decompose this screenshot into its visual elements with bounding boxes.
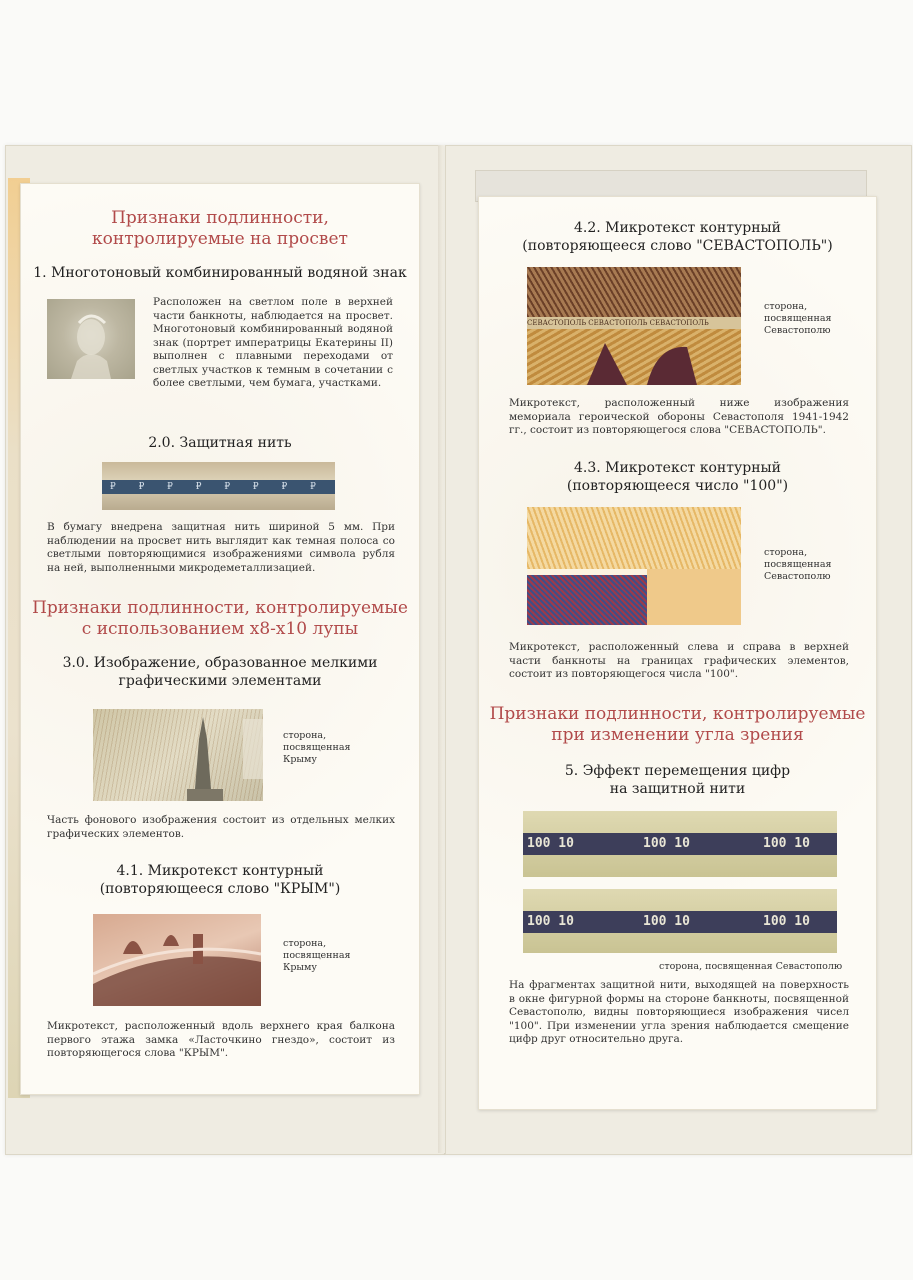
section-heading-transmitted-light: Признаки подлинности, контролируемые на просвет [92,208,348,249]
fine-elements-title: 3.0. Изображение, образованное мелкими графическими элементами [62,655,378,689]
fine-elements-caption: сторона, посвященная Крыму [283,730,351,765]
microtext-100-image [527,507,741,625]
section-heading-angle: Признаки подлинности, контролируемые при изменении угла зрения [489,704,866,745]
microtext-sevastopol-image [527,267,741,385]
digit-shift-text: На фрагментах защитной нити, выходящей на поверхность в окне фигурной формы на стороне банкноты, посвященной Севастополю, видны повторяющиеся изображения чисел "100". При изменении угла зрения наблюдается смещение цифр друг относительно друга. [509,979,849,1045]
sevastopol-microtext-strip: СЕВАСТОПОЛЬ СЕВАСТОПОЛЬ СЕВАСТОПОЛЬ [527,317,741,329]
security-thread-text: В бумагу внедрена защитная нить шириной 5 мм. При наблюдении на просвет нить выглядит как темная полоса со светлыми повторяющимися изображениями символа рубля на ней, выполненными микродеметаллизацией. [47,521,395,574]
digit-shift-caption: сторона, посвященная Севастополю [659,961,843,972]
digits-group: 100 10 [763,914,810,929]
digits-group: 100 10 [527,914,574,929]
digit-shift-title: 5. Эффект перемещения цифр на защитной нити [564,763,791,797]
digits-group: 100 10 [763,836,810,851]
security-thread-image [102,462,335,510]
microtext-krym-text: Микротекст, расположенный вдоль верхнего края балкона первого этажа замка «Ласточкино гнездо», состоит из повторяющегося слова "КРЫМ". [47,1020,395,1059]
section-heading-magnifier: Признаки подлинности, контролируемые с использованием х8-х10 лупы [32,598,408,639]
thread-strip-image-1 [523,811,837,877]
microtext-100-title: 4.3. Микротекст контурный (повторяющееся число "100") [566,460,789,494]
microtext-krym-title: 4.1. Микротекст контурный (повторяющееся слово "КРЫМ") [99,863,341,897]
security-thread-strip: ₽ ₽ ₽ ₽ ₽ ₽ ₽ ₽ [102,480,335,494]
digits-group: 100 10 [527,836,574,851]
digits-group: 100 10 [643,836,690,851]
watermark-title: 1. Многотоновый комбинированный водяной знак [33,265,407,281]
right-card [478,196,877,1110]
digits-group: 100 10 [643,914,690,929]
microtext-krym-image [93,914,261,1006]
thread-strip-image-2 [523,889,837,953]
watermark-text: Расположен на светлом поле в верхней части банкноты, наблюдается на просвет. Многотоновый комбинированный водяной знак (портрет императрицы Екатерины II) выполнен с плавными переходами от светлых участков к темным в сочетании с более светлыми, чем бумага, участками. [153,296,393,389]
watermark-portrait-image [47,299,135,379]
microtext-100-text: Микротекст, расположенный слева и справа в верхней части банкноты на границах графических элементов, состоит из повторяющегося числа "100". [509,641,849,680]
microtext-sevastopol-text: Микротекст, расположенный ниже изображения мемориала героической обороны Севастополя 1941-1942 гг., состоит из повторяющегося слова "СЕВАСТОПОЛЬ". [509,397,849,436]
fine-elements-image [93,709,263,801]
microtext-100-caption: сторона, посвященная Севастополю [764,547,832,582]
left-card [20,183,420,1095]
microtext-krym-caption: сторона, посвященная Крыму [283,938,351,973]
microtext-sevastopol-title: 4.2. Микротекст контурный (повторяющееся слово "СЕВАСТОПОЛЬ") [522,220,833,254]
security-thread-title: 2.0. Защитная нить [148,435,292,451]
microtext-sevastopol-caption: сторона, посвященная Севастополю [764,301,832,336]
fine-elements-text: Часть фонового изображения состоит из отдельных мелких графических элементов. [47,814,395,840]
